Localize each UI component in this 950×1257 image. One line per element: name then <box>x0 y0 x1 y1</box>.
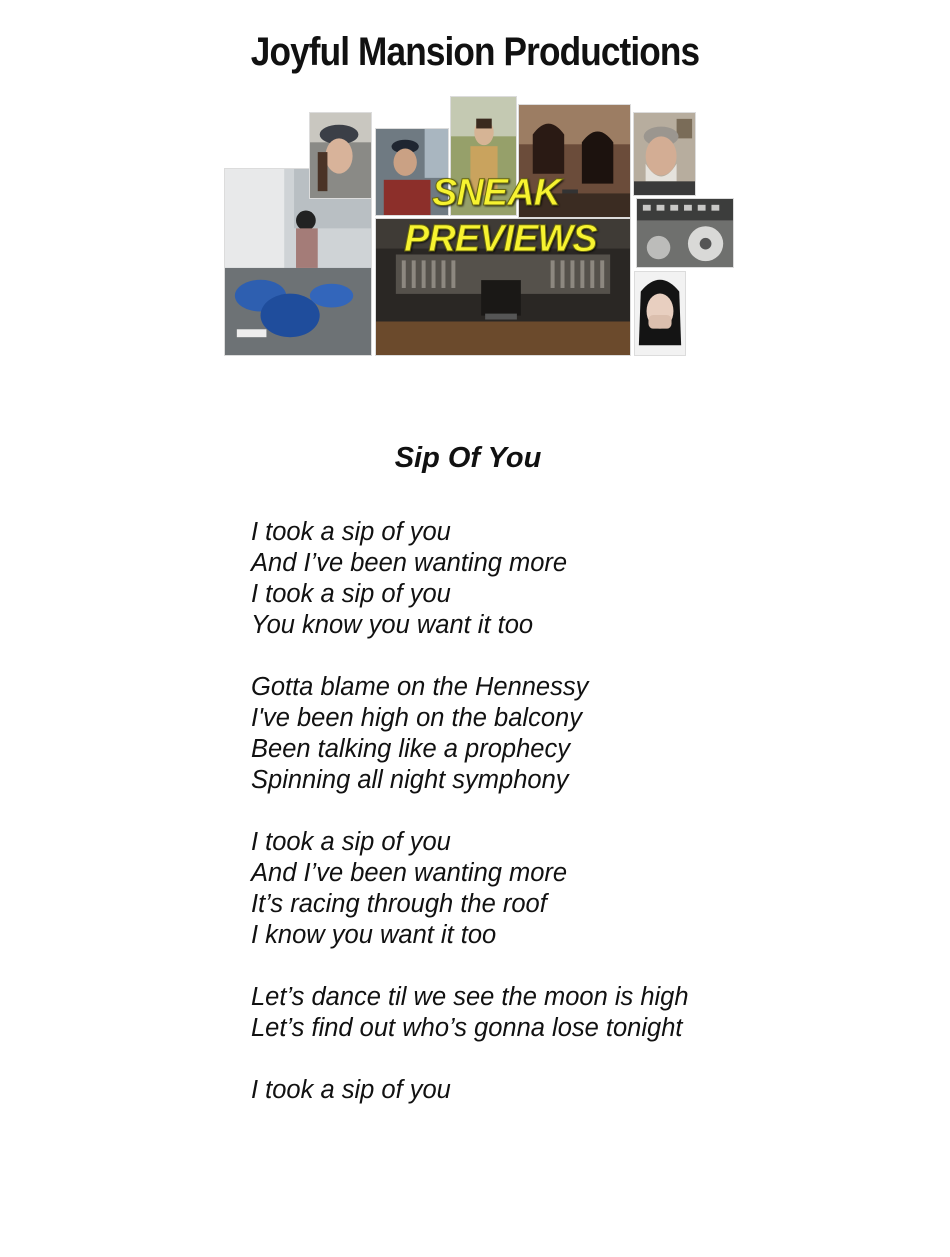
lyric-line: And I’ve been wanting more <box>251 549 568 577</box>
lyric-line: It’s racing through the roof <box>251 890 547 918</box>
stanza <box>251 672 891 796</box>
lyric-line: I've been high on the balcony <box>251 704 582 732</box>
previews-text: PREVIEWS <box>404 218 597 260</box>
lyric-line: I took a sip of you <box>251 580 451 608</box>
lyric-line: Spinning all night symphony <box>251 766 569 794</box>
song-title: Sip Of You <box>394 442 542 474</box>
lyric-line: Gotta blame on the Hennessy <box>251 673 589 701</box>
photo-girl-face <box>634 271 686 356</box>
stanza <box>251 827 891 951</box>
photo-girl-cap <box>309 112 372 199</box>
company-title: Joyful Mansion Productions <box>250 30 700 74</box>
stanza <box>251 1075 891 1106</box>
lyric-line: And I’ve been wanting more <box>251 859 568 887</box>
sneak-text: SNEAK <box>432 172 561 214</box>
stanza <box>251 517 891 641</box>
photo-tape-reels <box>636 198 734 268</box>
lyric-line: I know you want it too <box>251 921 497 949</box>
photo-older-man <box>633 112 696 196</box>
stanza <box>251 982 891 1044</box>
lyric-line: You know you want it too <box>251 611 534 639</box>
lyric-line: Been talking like a prophecy <box>251 735 570 763</box>
lyric-line: Let’s find out who’s gonna lose tonight <box>251 1014 683 1042</box>
photo-collage <box>0 0 950 360</box>
lyrics <box>251 517 891 1137</box>
lyric-line: Let’s dance til we see the moon is high <box>251 983 689 1011</box>
lyric-line: I took a sip of you <box>251 828 451 856</box>
lyric-line: I took a sip of you <box>251 1076 451 1104</box>
lyric-line: I took a sip of you <box>251 518 451 546</box>
